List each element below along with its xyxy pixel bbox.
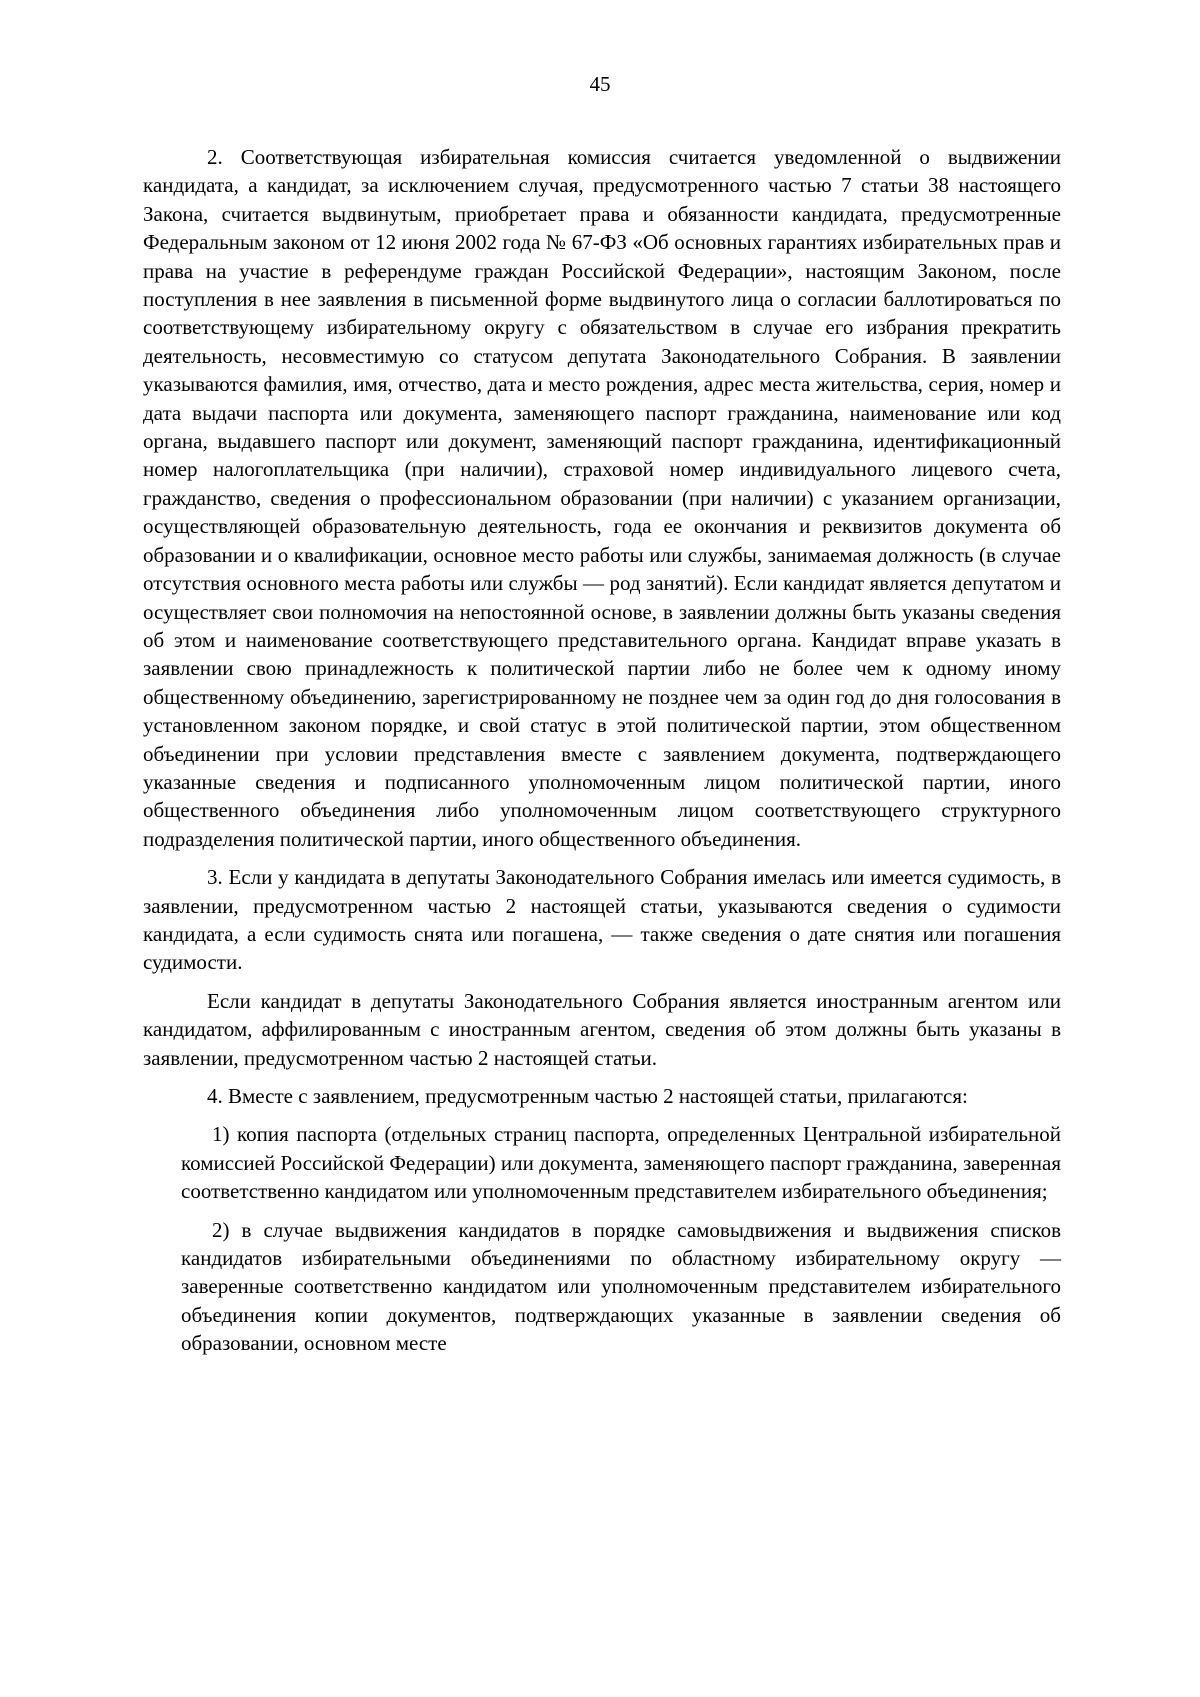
paragraph-4-item-1: 1) копия паспорта (отдельных страниц паспорта, определенных Центральной избирательной комиссией Российской Федерации) или документа, заменяющего паспорт гражданина, заверенная соответственно кандидатом или уполномоченным представителем избирательного объединения; <box>181 1122 1061 1204</box>
paragraph-3: 3. Если у кандидата в депутаты Законодательного Собрания имелась или имеется судимость, в заявлении, предусмотренном частью 2 настоящей статьи, указываются сведения о судимости кандидата, а если судимость снята или погашена, — также сведения о дате снятия или погашения судимости. <box>143 865 1061 975</box>
document-body <box>143 143 1061 1358</box>
paragraph-3-foreign-agent: Если кандидат в депутаты Законодательного Собрания является иностранным агентом или кандидатом, аффилированным с иностранным агентом, сведения об этом должны быть указаны в заявлении, предусмотренном частью 2 настоящей статьи. <box>143 988 1061 1070</box>
paragraph-2: 2. Соответствующая избирательная комиссия считается уведомленной о выдвижении кандидата, а кандидат, за исключением случая, предусмотренного частью 7 статьи 38 настоящего Закона, считается выдвинутым, приобретает права и обязанности кандидата, предусмотренные Федеральным законом от 12 июня 2002 года № 67-ФЗ «Об основных гарантиях избирательных прав и права на участие в референдуме граждан Российской Федерации», настоящим Законом, после поступления в нее заявления в письменной форме выдвинутого лица о согласии баллотироваться по соответствующему избирательному округу с обязательством в случае его избрания прекратить деятельность, несовместимую со статусом депутата Законодательного Собрания. В заявлении указываются фамилия, имя, отчество, дата и место рождения, адрес места жительства, серия, номер и дата выдачи паспорта или документа, заменяющего паспорт гражданина, наименование или код органа, выдавшего паспорт или документ, заменяющий паспорт гражданина, идентификационный номер налогоплательщика (при наличии), страховой номер индивидуального лицевого счета, гражданство, сведения о профессиональном образовании (при наличии) с указанием организации, осуществляющей образовательную деятельность, года ее окончания и реквизитов документа об образовании и о квалификации, основное место работы или службы, занимаемая должность (в случае отсутствия основного места работы или службы — род занятий). Если кандидат является депутатом и осуществляет свои полномочия на непостоянной основе, в заявлении должны быть указаны сведения об этом и наименование соответствующего представительного органа. Кандидат вправе указать в заявлении свою принадлежность к политической партии либо не более чем к одному иному общественному объединению, зарегистрированному не позднее чем за один год до дня голосования в установленном законом порядке, и свой статус в этой политической партии, этом общественном объединении при условии представления вместе с заявлением документа, подтверждающего указанные сведения и подписанного уполномоченным лицом политической партии, иного общественного объединения либо уполномоченным лицом соответствующего структурного подразделения политической партии, иного общественного объединения. <box>143 145 1061 851</box>
page-number: 45 <box>589 72 611 96</box>
paragraph-4: 4. Вместе с заявлением, предусмотренным частью 2 настоящей статьи, прилагаются: <box>207 1084 968 1108</box>
paragraph-4-item-2: 2) в случае выдвижения кандидатов в порядке самовыдвижения и выдвижения списков кандидатов избирательными объединениями по областному избирательному округу — заверенные соответственно кандидатом или уполномоченным представителем избирательного объединения копии документов, подтверждающих указанные в заявлении сведения об образовании, основном месте <box>181 1217 1061 1356</box>
